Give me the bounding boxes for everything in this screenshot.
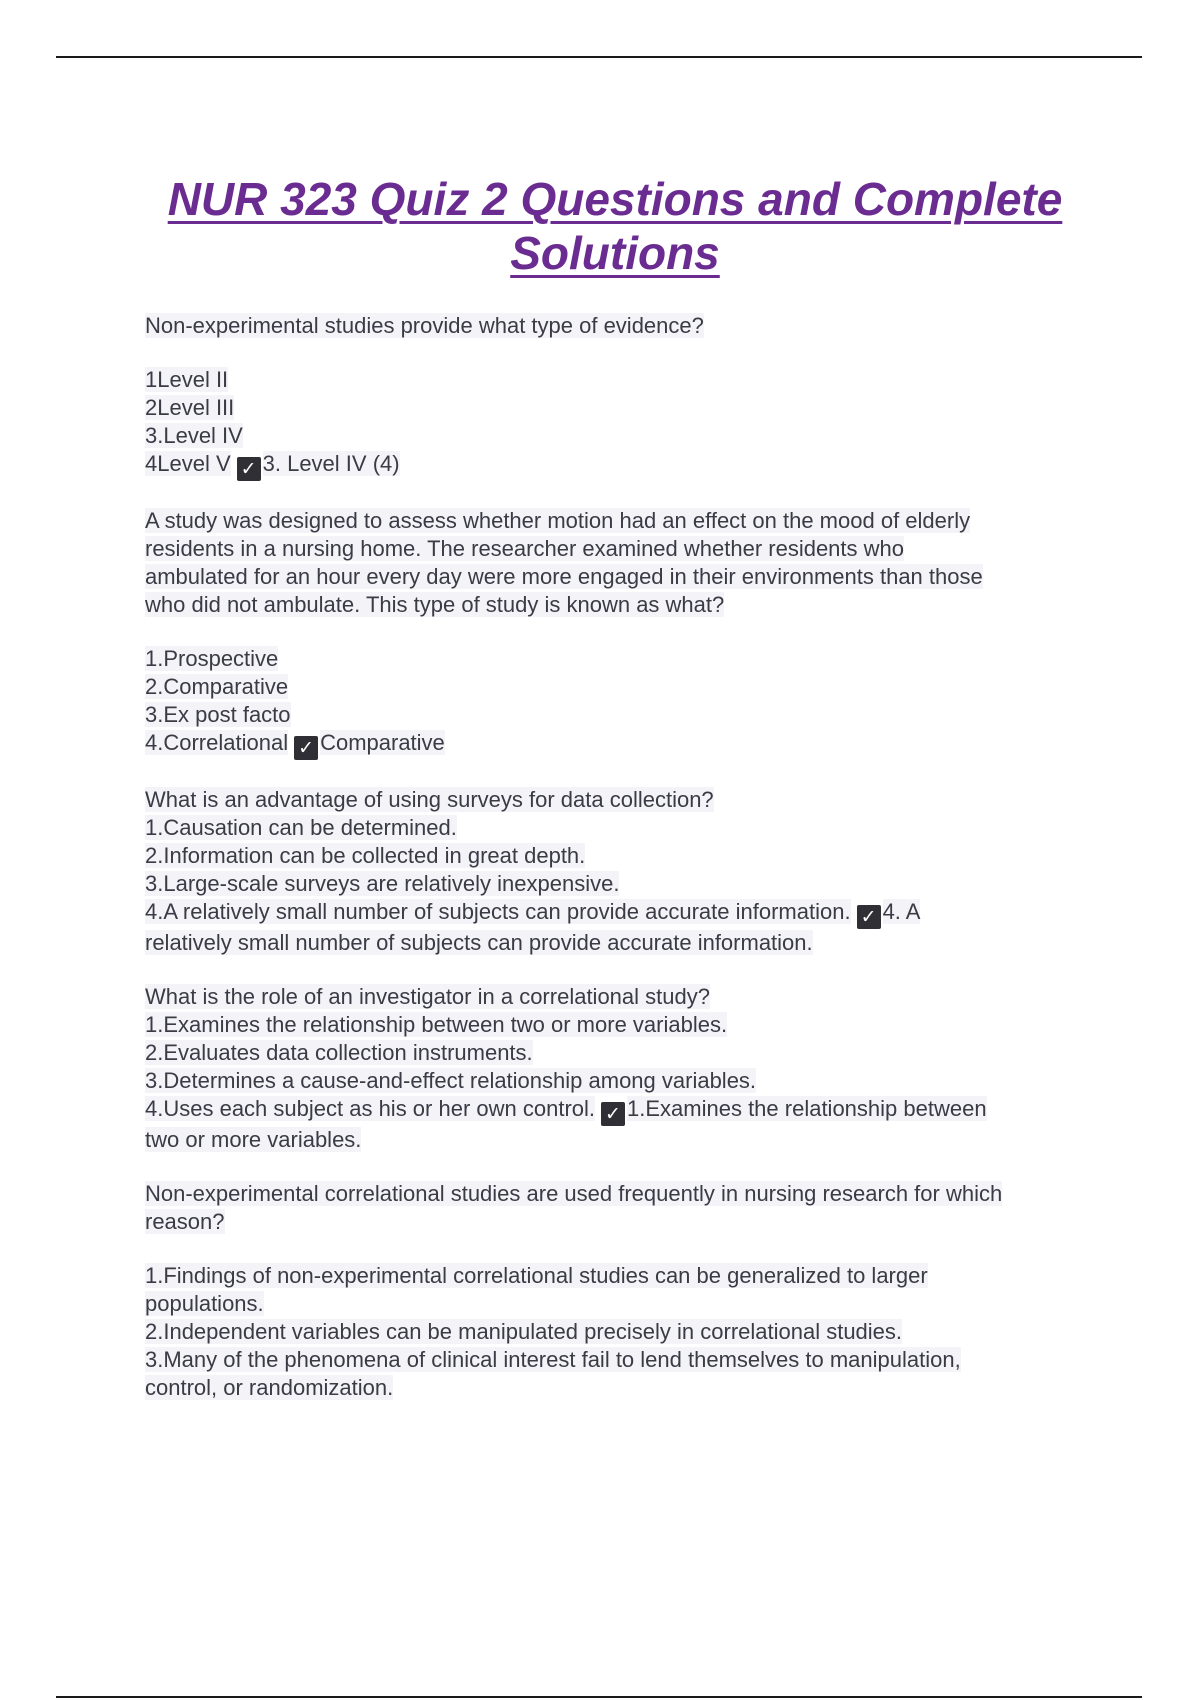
question-1 [145,312,1095,481]
option: 1Level II [145,367,229,392]
option-line: populations. [145,1291,264,1316]
option: 4.Uses each subject as his or her own control. [145,1096,596,1121]
check-icon: ✓ [294,736,318,760]
answer: Comparative [320,730,445,755]
option: 3.Determines a cause-and-effect relationship among variables. [145,1068,757,1093]
question-stem-line: who did not ambulate. This type of study is known as what? [145,592,725,617]
answer-line-2: two or more variables. [145,1127,362,1152]
top-rule [56,56,1142,58]
bottom-rule [56,1696,1142,1698]
option-line: 3.Many of the phenomena of clinical interest fail to lend themselves to manipulation, [145,1347,961,1372]
page-title [120,172,1110,280]
option: 4.Correlational [145,730,289,755]
option: 2.Comparative [145,674,289,699]
question-stem: What is the role of an investigator in a correlational study? [145,984,710,1009]
question-stem-line: residents in a nursing home. The researcher examined whether residents who [145,536,904,561]
check-icon: ✓ [237,457,261,481]
question-2 [145,507,1095,760]
option-line: 1.Findings of non-experimental correlational studies can be generalized to larger [145,1263,928,1288]
question-4 [145,983,1095,1154]
question-stem-line: reason? [145,1209,225,1234]
option-line: 2.Independent variables can be manipulated precisely in correlational studies. [145,1319,903,1344]
answer-line-2: relatively small number of subjects can provide accurate information. [145,930,813,955]
option: 3.Ex post facto [145,702,291,727]
title-line-2: Solutions [510,227,720,279]
option-line: control, or randomization. [145,1375,394,1400]
option: 4.A relatively small number of subjects can provide accurate information. [145,899,851,924]
option: 1.Prospective [145,646,279,671]
option: 3.Level IV [145,423,243,448]
question-stem-line: ambulated for an hour every day were more engaged in their environments than those [145,564,983,589]
quiz-content [145,312,1095,1428]
option: 2.Evaluates data collection instruments. [145,1040,533,1065]
option: 2.Information can be collected in great depth. [145,843,586,868]
option: 4Level V [145,451,231,476]
option: 3.Large-scale surveys are relatively inexpensive. [145,871,620,896]
answer-line-1: 4. A [882,899,921,924]
question-3 [145,786,1095,957]
option: 1.Causation can be determined. [145,815,457,840]
answer-line-1: 1.Examines the relationship between [627,1096,987,1121]
title-line-1: NUR 323 Quiz 2 Questions and Complete [167,173,1063,225]
answer: 3. Level IV (4) [262,451,400,476]
option: 2Level III [145,395,235,420]
option: 1.Examines the relationship between two or more variables. [145,1012,728,1037]
question-5 [145,1180,1095,1402]
question-stem: What is an advantage of using surveys for data collection? [145,787,714,812]
question-stem-line: A study was designed to assess whether motion had an effect on the mood of elderly [145,508,971,533]
check-icon: ✓ [601,1102,625,1126]
question-stem-line: Non-experimental correlational studies are used frequently in nursing research for which [145,1181,1003,1206]
check-icon: ✓ [857,905,881,929]
question-stem: Non-experimental studies provide what type of evidence? [145,313,704,338]
